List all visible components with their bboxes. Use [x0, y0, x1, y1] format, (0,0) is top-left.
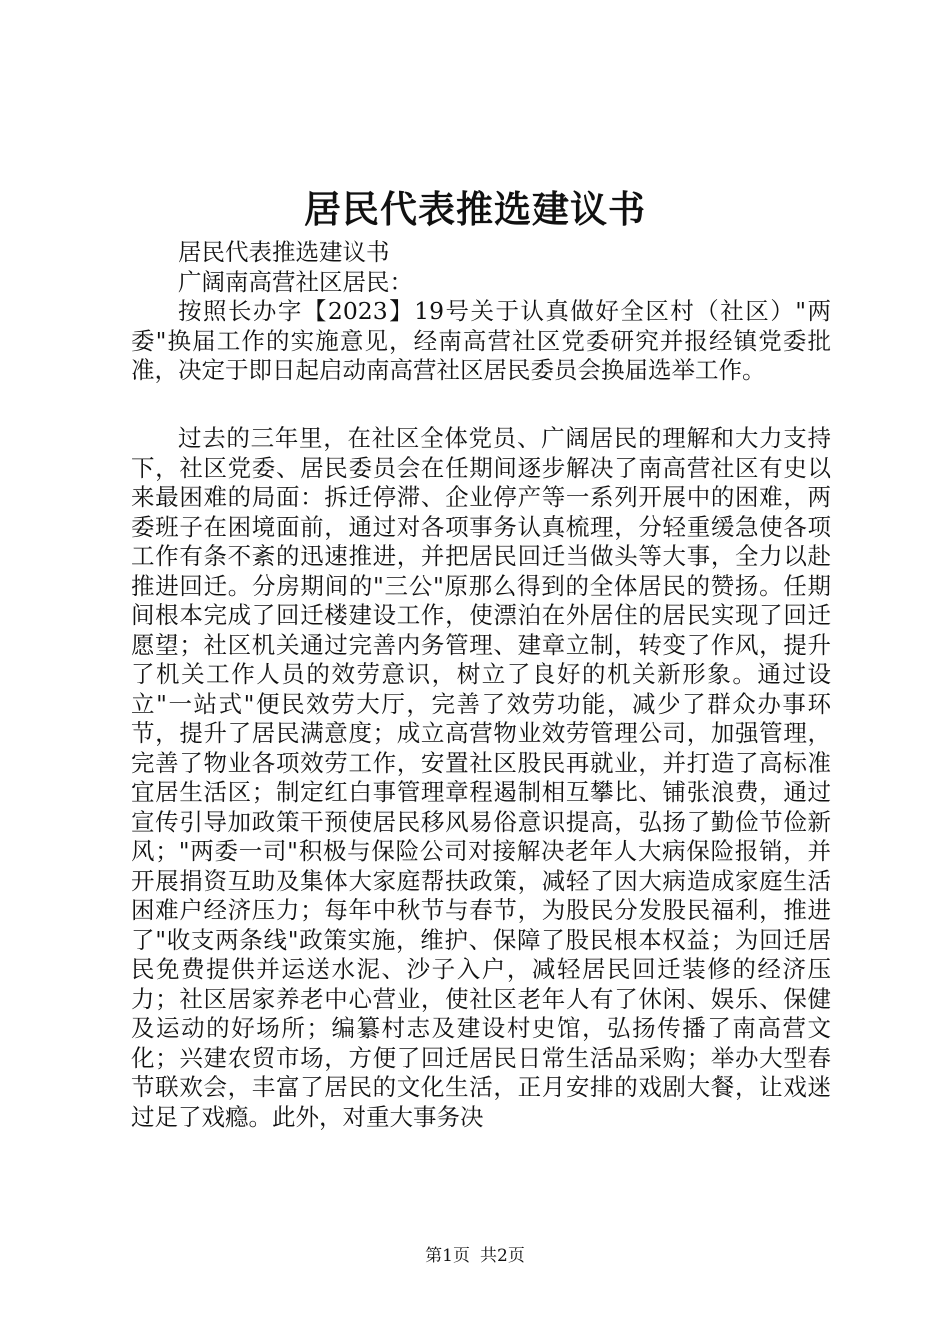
page-number: 第1页 [425, 1246, 470, 1266]
subtitle-line: 居民代表推选建议书 [178, 238, 390, 266]
document-title: 居民代表推选建议书 [304, 187, 646, 231]
salutation: 广阔南高营社区居民： [178, 267, 413, 296]
document-body-intro [131, 238, 831, 386]
paragraph-achievements: 过去的三年里，在社区全体党员、广阔居民的理解和大力支持下，社区党委、居民委员会在任期间逐步解决了南高营社区有史以来最困难的局面：拆迁停滞、企业停产等一系列开展中的困难，两委班子在困境面前，通过对各项事务认真梳理，分轻重缓急使各项工作有条不紊的迅速推进，并把居民回迁当做头等大事，全力以赴推进回迁。分房期间的"三公"原那么得到的全体居民的赞扬。任期间根本完成了回迁楼建设工作，使漂泊在外居住的居民实现了回迁愿望；社区机关通过完善内务管理、建章立制，转变了作风，提升了机关工作人员的效劳意识，树立了良好的机关新形象。通过设立"一站式"便民效劳大厅，完善了效劳功能，减少了群众办事环节，提升了居民满意度；成立高营物业效劳管理公司，加强管理，完善了物业各项效劳工作，安置社区股民再就业，并打造了高标准宜居生活区；制定红白事管理章程遏制相互攀比、铺张浪费，通过宣传引导加政策干预使居民移风易俗意识提高，弘扬了勤俭节俭新风；"两委一司"积极与保险公司对接解决老年人大病保险报销，并开展捐资互助及集体大家庭帮扶政策，减轻了因大病造成家庭生活困难户经济压力；每年中秋节与春节，为股民分发股民福利，推进了"收支两条线"政策实施，维护、保障了股民根本权益；为回迁居民免费提供并运送水泥、沙子入户，减轻居民回迁装修的经济压力；社区居家养老中心营业，使社区老年人有了休闲、娱乐、保健及运动的好场所；编纂村志及建设村史馆，弘扬传播了南高营文化；兴建农贸市场，方便了回迁居民日常生活品采购；举办大型春节联欢会，丰富了居民的文化生活，正月安排的戏剧大餐，让戏迷过足了戏瘾。此外，对重大事务决 [131, 424, 831, 1131]
paragraph-announcement: 按照长办字【2023】19号关于认真做好全区村（社区）"两委"换届工作的实施意见，经南高营社区党委研究并报经镇党委批准，决定于即日起启动南高营社区居民委员会换届选举工作。 [131, 297, 831, 384]
document-body-main [131, 424, 831, 1132]
page-footer [0, 1244, 950, 1268]
page-total: 共2页 [480, 1246, 525, 1266]
